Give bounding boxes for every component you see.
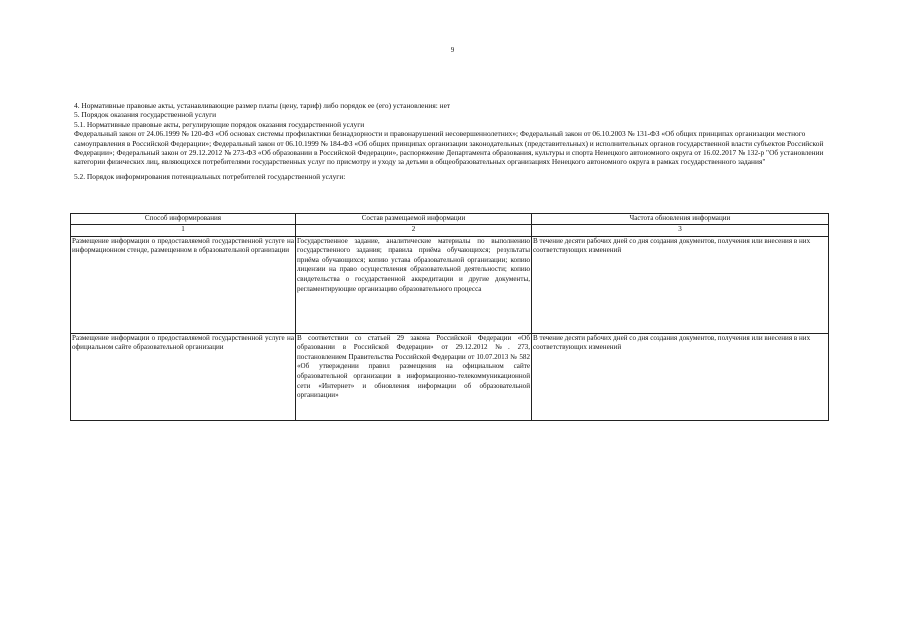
method-cell: Размещение информации о предоставляемой государственной услуге на информационном стенде, размещенном в образовательной организации — [71, 236, 296, 333]
informing-table — [70, 213, 829, 421]
document-body — [74, 101, 834, 181]
content-cell: Государственное задание, аналитические материалы по выполнению государственного задания; правила приёма обучающихся; результаты приёма обучающихся; копию устава образовательной организации; копию лицензии на право осуществления образовательной деятельности; копию свидетельства о государственной аккредитации и другие документы, регламентирующие организацию образовательного процесса — [296, 236, 532, 333]
column-number: 3 — [532, 224, 829, 236]
table-row — [71, 333, 829, 420]
section-5-1-body: Федеральный закон от 24.06.1999 № 120-ФЗ «Об основах системы профилактики безнадзорности и правонарушений несовершеннолетних»; Федеральный закон от 06.10.2003 № 131-ФЗ «Об общих принципах организации местного самоуправления в Российской Федерации»; Федеральный закон от 06.10.1999 № 184-ФЗ «Об общих принципах организации законодательных (представительных) и исполнительных органов государственной власти субъектов Российской Федерации»; Федеральный закон от 29.12.2012 № 273-ФЗ «Об образовании в Российской Федерации», распоряжение Департамента образования, культуры и спорта Ненецкого автономного округа от 16.02.2017 № 132-р "Об установлении категории физических лиц, являющихся потребителями государственных услуг по присмотру и уходу за детьми в общеобразовательных организациях Ненецкого автономного округа в рамках государственного задания" — [74, 129, 824, 167]
content-cell: В соответствии со статьей 29 закона Российской Федерации «Об образовании в Российской Федерации» от 29.12.2012 №. 273, постановлением Правительства Российской Федерации от 10.07.2013 № 582 «Об утверждении правил размещения на официальном сайте образовательной организации в информационно-телекоммуникационной сети «Интернет» и обновления информации об образовательной организации» — [296, 333, 532, 420]
column-number: 1 — [71, 224, 296, 236]
column-header: Состав размещаемой информации — [296, 214, 532, 225]
table-row — [71, 236, 829, 333]
frequency-cell: В течение десяти рабочих дней со дня создания документов, получения или внесения в них соответствующих изменений — [532, 333, 829, 420]
column-header: Способ информирования — [71, 214, 296, 225]
section-4-text: 4. Нормативные правовые акты, устанавливающие размер платы (цену, тариф) либо порядок ее (его) установления: нет — [74, 101, 451, 110]
column-header: Частота обновления информации — [532, 214, 829, 225]
section-5-1-heading: 5.1. Нормативные правовые акты, регулирующие порядок оказания государственной услуги — [74, 119, 365, 129]
section-5-heading: 5. Порядок оказания государственной услуги — [74, 110, 217, 120]
method-cell: Размещение информации о предоставляемой государственной услуге на официальном сайте образовательной организации — [71, 333, 296, 420]
frequency-cell: В течение десяти рабочих дней со дня создания документов, получения или внесения в них соответствующих изменений — [532, 236, 829, 333]
column-number: 2 — [296, 224, 532, 236]
table-number-row — [71, 224, 829, 236]
page-number: 9 — [450, 46, 455, 54]
table-header-row — [71, 214, 829, 225]
section-5-2-heading: 5.2. Порядок информирования потенциальных потребителей государственной услуги: — [74, 171, 346, 181]
